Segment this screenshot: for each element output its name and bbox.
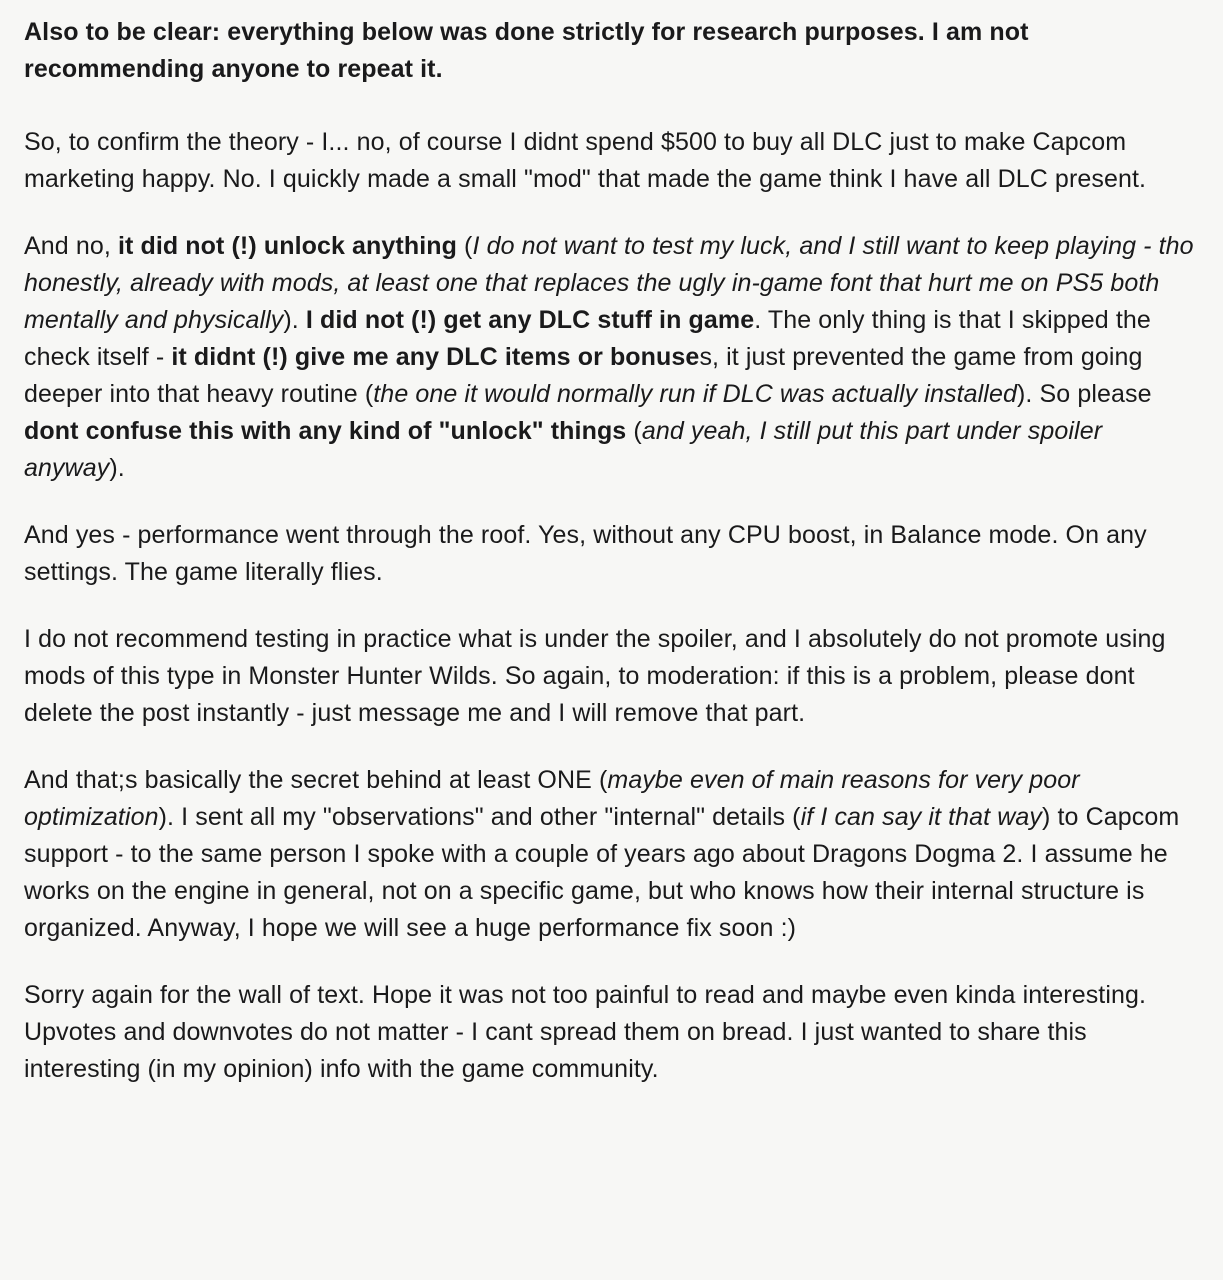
text-run: I do not recommend testing in practice what is under the spoiler, and I absolutely do not promote using mods of this type in Monster Hunter Wilds. So again, to moderation: if this is a problem, please dont delete the post instantly - just message me and I will remove that part.: [24, 625, 1166, 727]
text-run: ).: [109, 454, 125, 482]
text-run: ). So please: [1016, 380, 1152, 408]
text-run: And no,: [24, 232, 118, 260]
text-run: it did not (!) unlock anything: [117, 232, 457, 260]
text-run: I do not want to test my luck, and I still want to keep playing - tho honestly, already with mods, at least one that replaces the ugly in-game font that hurt me on PS5 both mentally and physically: [24, 232, 1194, 334]
paragraph-disclaimer: [24, 14, 1199, 88]
paragraph-confirm-theory: [24, 124, 1199, 198]
text-run: ). I sent all my "observations" and other "internal" details (: [158, 803, 801, 831]
text-run: (: [457, 232, 473, 260]
text-run: if I can say it that way: [800, 803, 1042, 831]
text-run: maybe even of main reasons for very poor optimization: [24, 766, 1080, 831]
paragraph-no-unlock: [24, 228, 1199, 487]
text-run: and yeah, I still put this part under spoiler anyway: [24, 417, 1103, 482]
text-run: it didnt (!) give me any DLC items or bonuse: [171, 343, 700, 371]
text-run: ) to Capcom support - to the same person I spoke with a couple of years ago about Dragons Dogma 2. I assume he works on the engine in general, not on a specific game, but who knows how their internal structure is organized. Anyway, I hope we will see a huge performance fix soon :): [24, 803, 1180, 942]
text-run: I did not (!) get any DLC stuff in game: [305, 306, 755, 334]
paragraph-closing: [24, 977, 1199, 1088]
text-run: the one it would normally run if DLC was actually installed: [373, 380, 1017, 408]
paragraph-performance: [24, 517, 1199, 591]
text-run: Sorry again for the wall of text. Hope it was not too painful to read and maybe even kinda interesting. Upvotes and downvotes do not matter - I cant spread them on bread. I just wanted to share this interesting (in my opinion) info with the game community.: [24, 981, 1147, 1083]
text-run: . The only thing is that I skipped the check itself -: [24, 306, 1151, 371]
text-run: dont confuse this with any kind of "unlock" things: [24, 417, 627, 445]
text-run: s, it just prevented the game from going deeper into that heavy routine (: [24, 343, 1143, 408]
text-run: ).: [283, 306, 306, 334]
text-run: So, to confirm the theory - I... no, of course I didnt spend $500 to buy all DLC just to make Capcom marketing happy. No. I quickly made a small "mod" that made the game think I have all DLC present.: [24, 128, 1147, 193]
paragraph-secret-reason: [24, 762, 1199, 947]
paragraph-moderation-note: [24, 621, 1199, 732]
text-run: And that;s basically the secret behind at least ONE (: [24, 766, 608, 794]
text-run: Also to be clear: everything below was done strictly for research purposes. I am not recommending anyone to repeat it.: [24, 18, 1029, 83]
text-run: (: [626, 417, 642, 445]
post-text-container: [24, 14, 1199, 1088]
text-run: And yes - performance went through the roof. Yes, without any CPU boost, in Balance mode. On any settings. The game literally flies.: [24, 521, 1147, 586]
